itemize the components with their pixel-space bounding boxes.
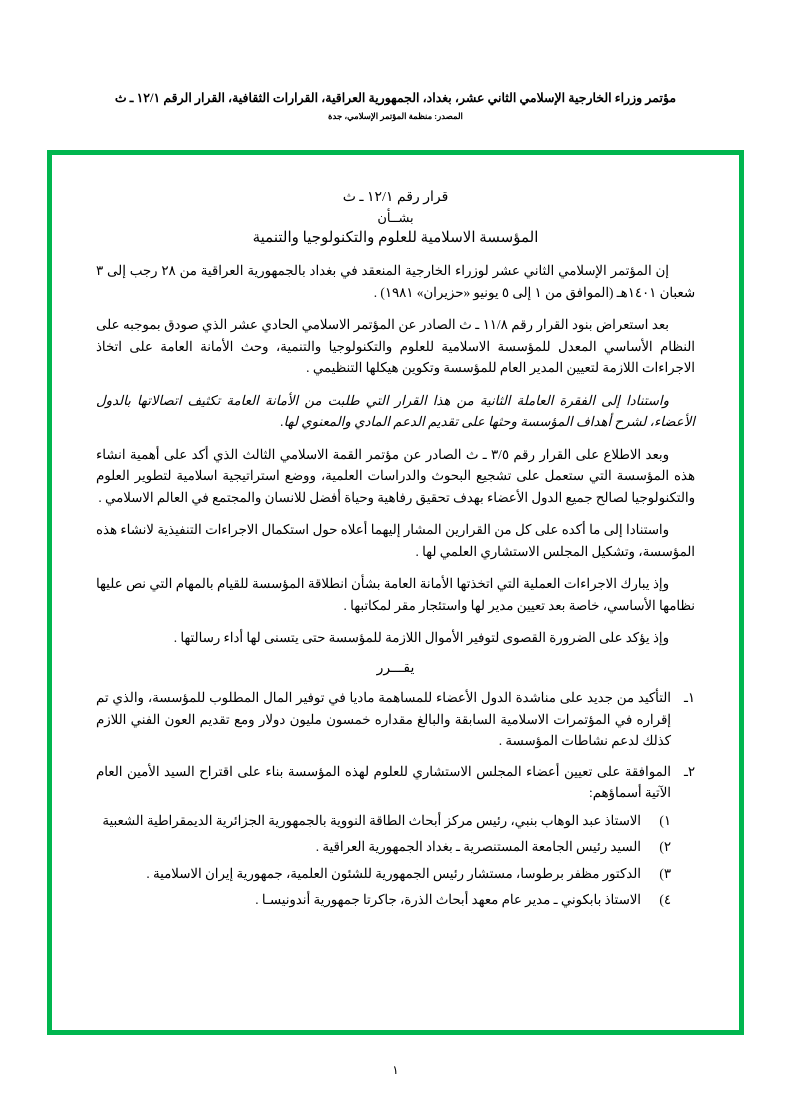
paragraph: واستنادا إلى الفقرة العاملة الثانية من هذا القرار التي طلبت من الأمانة العامة تكثيف اتصالاتها بالدول الأعضاء، لشرح أهداف المؤسسة وحثها على تقديم الدعم المادي والمعنوي لها. [96, 392, 695, 430]
list-item-text: التأكيد من جديد على مناشدة الدول الأعضاء للمساهمة ماديا في توفير المال المطلوب للمؤسسة، والذي تم إقراره في المؤتمرات الاسلامية السابقة والبالغ مقداره خمسون مليون دولار ومع تقديم العون الفني اللازم كذلك لدعم نشاطات المؤسسة . [96, 689, 671, 749]
green-framed-content-box [47, 150, 744, 1035]
list-item-marker: ٣) [659, 865, 671, 881]
document-body [52, 155, 739, 930]
list-item-text: الموافقة على تعيين أعضاء المجلس الاستشاري للعلوم لهذه المؤسسة بناء على اقتراح السيد الأمين العام الآتية أسماؤهم: [96, 763, 671, 801]
list-item [96, 836, 671, 858]
header-title: مؤتمر وزراء الخارجية الإسلامي الثاني عشر، بغداد، الجمهورية العراقية، القرارات الثقافية، القرار الرقم ١٢/١ ـ ث [114, 91, 677, 105]
decides-label: يقـــرر [376, 660, 415, 676]
list-item [96, 687, 695, 752]
list-item-marker: ١ـ [683, 689, 695, 705]
document-header [0, 90, 791, 122]
resolution-number: قرار رقم ١٢/١ ـ ث [342, 190, 449, 205]
list-item-text: الاستاذ عبد الوهاب بنبي، رئيس مركز أبحاث الطاقة النووية بالجمهورية الجزائرية الديمقراطية الشعبية [102, 812, 641, 828]
paragraph: وإذ يبارك الاجراءات العملية التي اتخذتها الأمانة العامة بشأن انطلاقة المؤسسة للقيام بالمهام التي نص عليها نظامها الأساسي، خاصة بعد تعيين مدير لها واستئجار مقر لمكاتبها . [96, 576, 695, 613]
page-footer [0, 1063, 791, 1078]
list-item [96, 889, 671, 911]
paragraph: وإذ يؤكد على الضرورة القصوى لتوفير الأموال اللازمة للمؤسسة حتى يتسنى لها أداء رسالتها . [173, 630, 669, 646]
list-item-text: السيد رئيس الجامعة المستنصرية ـ بغداد الجمهورية العراقية . [315, 839, 641, 855]
paragraph: واستنادا إلى ما أكده على كل من القرارين المشار إليهما أعلاه حول استكمال الاجراءات التنفيذية لانشاء هذه المؤسسة، وتشكيل المجلس الاستشاري العلمي لها . [96, 522, 695, 559]
resolution-title: المؤسسة الاسلامية للعلوم والتكنولوجيا والتنمية [252, 230, 539, 246]
paragraph: إن المؤتمر الإسلامي الثاني عشر لوزراء الخارجية المنعقد في بغداد بالجمهورية العراقية من ٢٨ رجب إلى ٣ شعبان ١٤٠١هـ (الموافق من ١ إلى ٥ يونيو «حزيران» ١٩٨١) . [96, 263, 695, 300]
paragraph: بعد استعراض بنود القرار رقم ١١/٨ ـ ث الصادر عن المؤتمر الاسلامي الحادي عشر الذي صودق بموجبه على النظام الأساسي المعدل للمؤسسة الاسلامية للعلوم والتكنولوجيا والتنمية، وحث الأمانة العامة على اتخاذ الاجراءات اللازمة لتعيين المدير العام للمؤسسة وتكوين هيكلها التنظيمي . [96, 317, 695, 376]
subject-label: بشــأن [377, 210, 414, 225]
list-item-marker: ٤) [659, 892, 671, 908]
page-number: ١ [392, 1063, 399, 1077]
list-item [96, 761, 695, 911]
sub-items-list [96, 810, 671, 911]
list-item [96, 810, 671, 832]
list-item-marker: ١) [659, 812, 671, 828]
list-item-text: الدكتور مظفر برطوسا، مستشار رئيس الجمهورية للشئون العلمية، جمهورية إيران الاسلامية . [146, 865, 641, 881]
list-item-marker: ٢ـ [683, 763, 695, 779]
header-source: المصدر: منظمة المؤتمر الإسلامي، جدة [328, 111, 463, 122]
paragraph: وبعد الاطلاع على القرار رقم ٣/٥ ـ ث الصادر عن مؤتمر القمة الاسلامي الثالث الذي أكد على أهمية انشاء هذه المؤسسة التي ستعمل على تشجيع البحوث والدراسات العلمية، ووضع استراتيجية اسلامية لتطوير العلوم والتكنولوجيا لصالح جميع الدول الأعضاء بهدف تحقيق رفاهية وحياة أفضل للانسان والمجتمع في العالم الاسلامي . [96, 446, 695, 505]
list-item-marker: ٢) [659, 839, 671, 855]
list-item-text: الاستاذ بابكوني ـ مدير عام معهد أبحاث الذرة، جاكرتا جمهورية أندونيسـا . [255, 892, 641, 908]
list-item [96, 863, 671, 885]
resolution-items-list [96, 687, 695, 911]
